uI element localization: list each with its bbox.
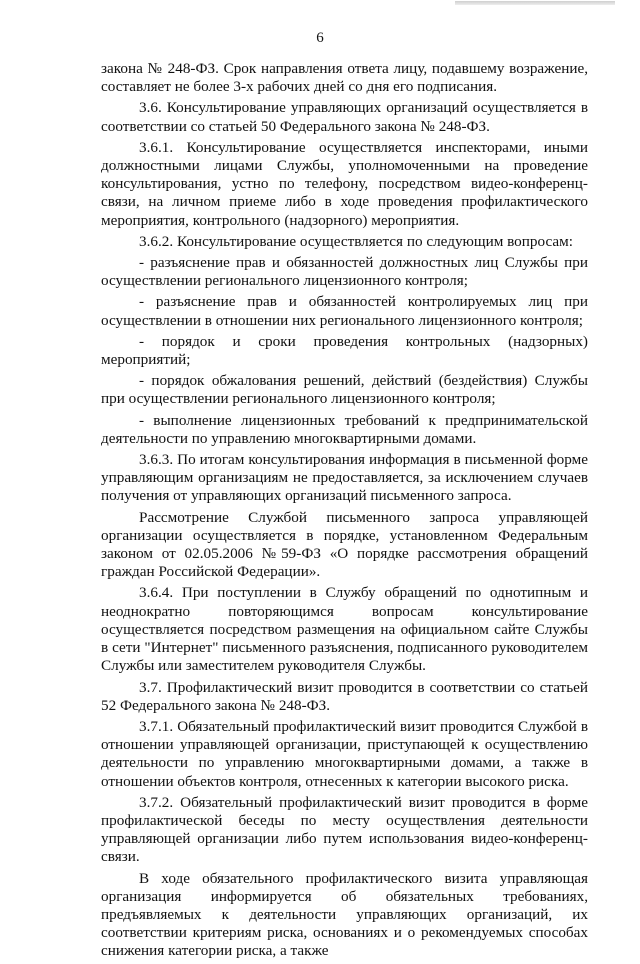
list-item: - разъяснение прав и обязанностей должностных лиц Службы при осуществлении регионального лицензионного контроля; [101,254,588,290]
paragraph-3-6-2: 3.6.2. Консультирование осуществляется по следующим вопросам: [139,232,573,250]
scan-edge-mark [455,1,615,5]
page-number: 6 [316,30,324,46]
paragraph-3-6: 3.6. Консультирование управляющих организаций осуществляется в соответствии со статьей 50 Федерального закона № 248-ФЗ. [101,99,588,135]
list-item: - разъяснение прав и обязанностей контролируемых лиц при осуществлении в отношении них регионального лицензионного контроля; [101,293,588,329]
paragraph-continuation: закона № 248-ФЗ. Срок направления ответа лицу, подавшему возражение, составляет не более 3-х рабочих дней со дня его подписания. [101,60,588,96]
paragraph-3-6-1: 3.6.1. Консультирование осуществляется инспекторами, иными должностными лицами Службы, уполномоченными на проведение консультирования, устно по телефону, посредством видео-конференц-связи, на личном приеме либо в ходе проведения профилактического мероприятия, контрольного (надзорного) мероприятия. [101,138,588,229]
list-item: - выполнение лицензионных требований к предпринимательской деятельности по управлению многоквартирными домами. [101,411,588,447]
paragraph-visit-info: В ходе обязательного профилактического визита управляющая организация информируется об обязательных требованиях, предъявляемых к деятельности управляющих организаций, их соответствии критериям риска, основаниях и о рекомендуемых способах снижения категории риска, а также [101,869,588,960]
paragraph-3-6-4: 3.6.4. При поступлении в Службу обращений по однотипным и неоднократно повторяющимся вопросам консультирование осуществляется посредством размещения на официальном сайте Службы в сети "Интернет" письменного разъяснения, подписанного руководителем Службы или заместителем руководителя Службы. [101,584,588,675]
paragraph-3-7-1: 3.7.1. Обязательный профилактический визит проводится Службой в отношении управляющей организации, приступающей к осуществлению деятельности по управлению многоквартирными домами, а также в отношении объектов контроля, отнесенных к категории высокого риска. [101,717,588,790]
paragraph-written-request: Рассмотрение Службой письменного запроса управляющей организации осуществляется в порядке, установленном Федеральным законом от 02.05.2006 №59-ФЗ «О порядке рассмотрения обращений граждан Российской Федерации». [101,508,588,581]
list-item: - порядок обжалования решений, действий (бездействия) Службы при осуществлении регионального лицензионного контроля; [101,372,588,408]
paragraph-3-6-3: 3.6.3. По итогам консультирования информация в письменной форме управляющим организациям не предоставляется, за исключением случаев получения от управляющих организаций письменного запроса. [101,451,588,505]
document-body [101,60,588,964]
list-item: - порядок и сроки проведения контрольных (надзорных) мероприятий; [101,332,588,369]
paragraph-3-7-2: 3.7.2. Обязательный профилактический визит проводится в форме профилактической беседы по месту осуществления деятельности управляющей организации либо путем использования видео-конференц-связи. [101,793,588,866]
paragraph-3-7: 3.7. Профилактический визит проводится в соответствии со статьей 52 Федерального закона № 248-ФЗ. [101,678,588,714]
